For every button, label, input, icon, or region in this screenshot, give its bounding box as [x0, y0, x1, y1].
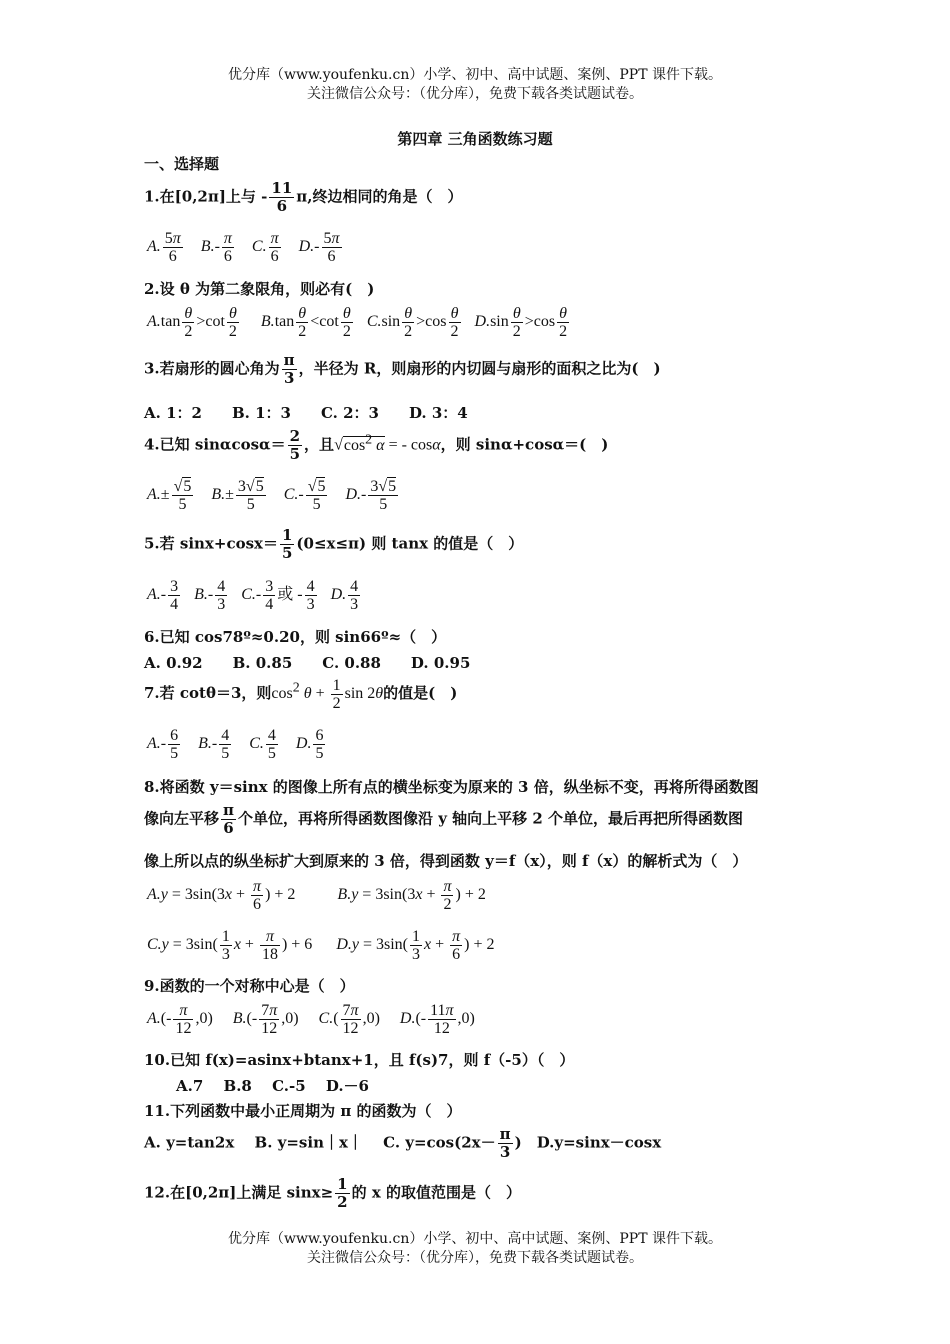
- question-8-line-3: 像上所以点的纵坐标扩大到原来的 3 倍，得到函数 y＝f（x），则 f（x）的解析式为（ ）: [144, 852, 748, 870]
- question-6-options: A. 0.92 B. 0.85 C. 0.88 D. 0.95: [144, 654, 471, 672]
- section-heading: 一、选择题: [144, 155, 220, 173]
- question-3-options: A. 1：2 B. 1：3 C. 2：3 D. 3：4: [144, 404, 468, 422]
- question-10-options: A.7 B.8 C.-5 D.－6: [176, 1077, 369, 1095]
- question-1-options: A. $\frac{5\pi}{6}$ B.- $\frac{\pi}{6}$ C. $\frac{\pi}{6}$ D.- $\frac{5\pi}{6}$: [147, 230, 340, 265]
- question-9: 9.函数的一个对称中心是（ ）: [144, 977, 355, 995]
- question-8-options-cd: C.y = 3sin( $\frac{1}{3}$ x + $\frac{\pi}{18}$ ) + 6 D.y = 3sin( $\frac{1}{3}$ x + $\frac{\pi}{6}$ ) + 2: [147, 928, 495, 963]
- question-7-options: A.- $\frac{6}{5}$ B.- $\frac{4}{5}$ C. $\frac{4}{5}$ D. $\frac{6}{5}$: [147, 727, 324, 762]
- question-7: 7.若 cotθ＝3，则$\cos^2 \theta$ + $\frac{1}{2}$ sin 2θ的值是( ): [144, 677, 458, 712]
- question-1: 1.在[0,2π]上与 - $\frac{11}{6}$ π,终边相同的角是（ ）: [144, 179, 463, 215]
- question-2-options: A.tan $\frac{\theta}{2}$ >cot $\frac{\theta}{2}$ B.tan $\frac{\theta}{2}$ <cot $\frac{\theta}{2}$ C.sin $\frac{\theta}{2}$ >cos $\frac{\theta}{2}$ D.sin $\frac{\theta}{2}$ >cos $\frac{\theta}{2}$: [147, 305, 568, 340]
- question-12: 12.在[0,2π]上满足 sinx≥ $\frac{1}{2}$ 的 x 的取值范围是（ ）: [144, 1175, 521, 1211]
- question-4-options: A.± $\frac{√5}{5}$ B.± $\frac{3√5}{5}$ C.- $\frac{√5}{5}$ D.- $\frac{3√5}{5}$: [147, 478, 397, 513]
- question-8-line-1: 8.将函数 y＝sinx 的图像上所有点的横坐标变为原来的 3 倍，纵坐标不变，再将所得函数图: [144, 778, 759, 796]
- question-5: 5.若 sinx+cosx＝ $\frac{1}{5}$ (0≤x≤π) 则 tanx 的值是（ ）: [144, 526, 524, 562]
- question-10: 10.已知 f(x)=asinx+btanx+1，且 f(s)7，则 f（-5）（ ）: [144, 1051, 575, 1069]
- question-6: 6.已知 cos78º≈0.20，则 sin66º≈（ ）: [144, 628, 447, 646]
- question-4: 4.已知 sinαcosα＝ $\frac{2}{5}$ ，且$√\cos^2$ α = - cosα，则 sinα+cosα＝( ): [144, 427, 609, 463]
- question-5-options: A.- $\frac{3}{4}$ B.- $\frac{4}{3}$ C.- $\frac{3}{4}$ 或 - $\frac{4}{3}$ D. $\frac{4}{3}$: [147, 578, 359, 613]
- question-11: 11.下列函数中最小正周期为 π 的函数为（ ）: [144, 1102, 462, 1120]
- header-line-2: 关注微信公众号：（优分库），免费下载各类试题试卷。: [307, 86, 643, 102]
- question-8-options-ab: A.y = 3sin(3x + $\frac{\pi}{6}$ ) + 2 B.y = 3sin(3x + $\frac{\pi}{2}$ ) + 2: [147, 878, 486, 913]
- footer-line-1: 优分库（www.youfenku.cn）小学、初中、高中试题、案例、PPT 课件下载。: [227, 1231, 722, 1247]
- question-3: 3.若扇形的圆心角为 $\frac{\pi}{3}$ ，半径为 R，则扇形的内切圆与扇形的面积之比为( ): [144, 351, 661, 387]
- question-8-line-2: 像向左平移 $\frac{\pi}{6}$ 个单位，再将所得函数图像沿 y 轴向上平移 2 个单位，最后再把所得函数图: [144, 801, 744, 837]
- question-11-options: A. y=tan2x B. y=sin｜x｜ C. y=cos(2x－ $\frac{\pi}{3}$ ) D.y=sinx－cosx: [144, 1125, 662, 1161]
- question-9-options: A.(- $\frac{\pi}{12}$ ,0) B.(- $\frac{7\pi}{12}$ ,0) C.( $\frac{7\pi}{12}$ ,0) D.(- $\frac{11\pi}{12}$ ,0): [147, 1002, 475, 1037]
- page-title: 第四章 三角函数练习题: [397, 130, 553, 148]
- header-line-1: 优分库（www.youfenku.cn）小学、初中、高中试题、案例、PPT 课件下载。: [227, 67, 722, 83]
- question-2: 2.设 θ 为第二象限角，则必有( ): [144, 280, 375, 298]
- footer-line-2: 关注微信公众号：（优分库），免费下载各类试题试卷。: [307, 1250, 643, 1266]
